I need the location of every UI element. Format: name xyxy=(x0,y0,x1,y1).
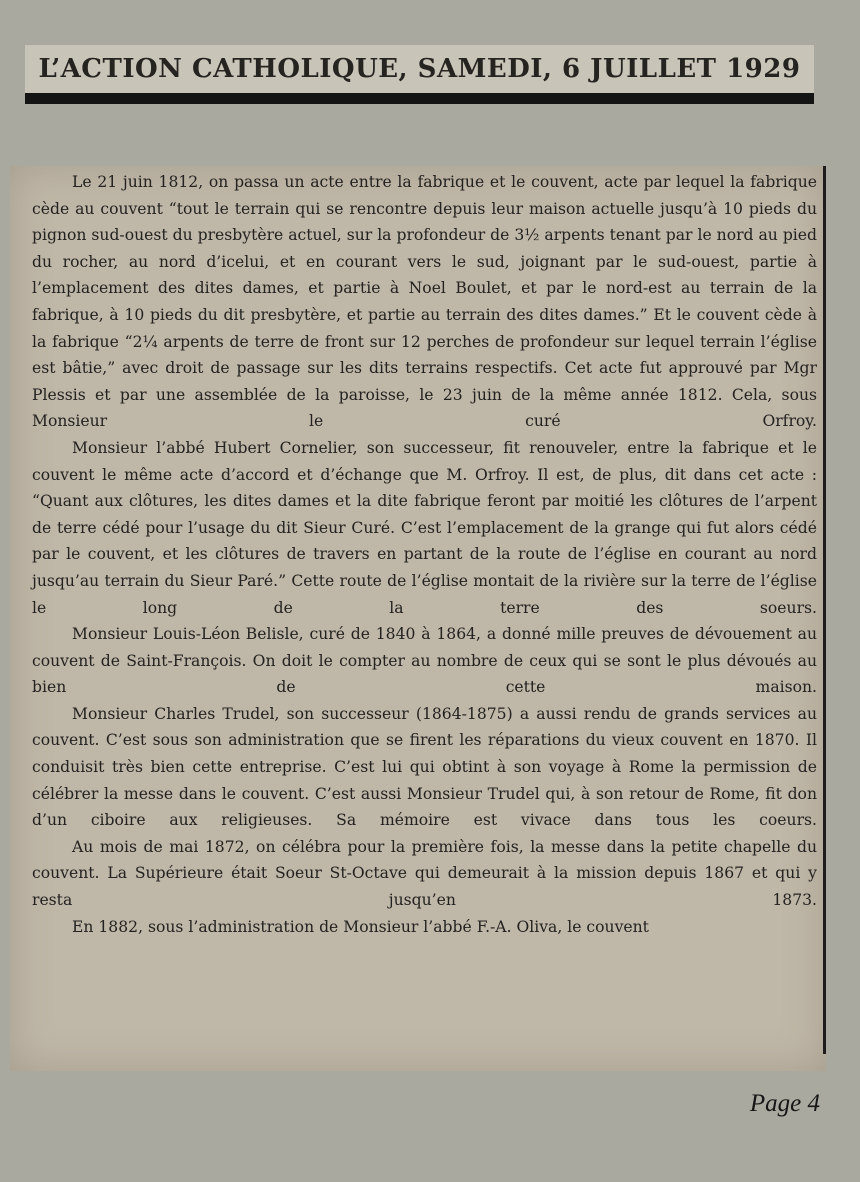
article-body xyxy=(32,169,817,940)
article-paragraph: Le 21 juin 1812, on passa un acte entre la fabrique et le couvent, acte par lequel la fabrique cède au couvent “tout le terrain qui se rencontre depuis leur maison actuelle jusqu’à 10 pieds du pignon sud-ouest du presbytère actuel, sur la profondeur de 3½ arpents tenant par le nord au pied du rocher, au nord d’icelui, et en courant vers le sud, joignant par le sud-ouest, partie à l’emplacement des dites dames, et partie à Noel Boulet, et par le nord-est au terrain de la fabrique, à 10 pieds du dit presbytère, et partie au terrain des dites dames.” Et le couvent cède à la fabrique “2¼ arpents de terre de front sur 12 perches de profondeur sur lequel terrain l’église est bâtie,” avec droit de passage sur les dits terrains respectifs. Cet acte fut approuvé par Mgr Plessis et par une assemblée de la paroisse, le 23 juin de la même année 1812. Cela, sous Monsieur le curé Orfroy. xyxy=(32,173,817,431)
article-paragraph: Monsieur Louis-Léon Belisle, curé de 1840 à 1864, a donné mille preuves de dévouement au couvent de Saint-François. On doit le compter au nombre de ceux qui se sont le plus dévoués au bien de cette maison. xyxy=(32,625,817,697)
page-number: Page 4 xyxy=(749,1090,820,1117)
article-paragraph: Monsieur Charles Trudel, son successeur (1864-1875) a aussi rendu de grands services au couvent. C’est sous son administration que se firent les réparations du vieux couvent en 1870. Il conduisit très bien cette entreprise. C’est lui qui obtint à son voyage à Rome la permission de célébrer la messe dans le couvent. C’est aussi Monsieur Trudel qui, à son retour de Rome, fit don d’un ciboire aux religieuses. Sa mémoire est vivace dans tous les coeurs. xyxy=(32,704,817,830)
masthead-title: L’ACTION CATHOLIQUE, SAMEDI, 6 JUILLET 1929 xyxy=(38,54,801,84)
column-rule xyxy=(823,166,826,1054)
newspaper-masthead xyxy=(25,45,814,93)
masthead-rule xyxy=(25,93,814,104)
article-paragraph: Au mois de mai 1872, on célébra pour la première fois, la messe dans la petite chapelle du couvent. La Supérieure était Soeur St-Octave qui demeurait à la mission depuis 1867 et qui y resta jusqu’en 1873. xyxy=(32,837,817,910)
article-paragraph: En 1882, sous l’administration de Monsieur l’abbé F.-A. Oliva, le couvent xyxy=(72,917,649,936)
article-paragraph: Monsieur l’abbé Hubert Cornelier, son successeur, fit renouveler, entre la fabrique et le couvent le même acte d’accord et d’échange que M. Orfroy. Il est, de plus, dit dans cet acte : “Quant aux clôtures, les dites dames et la dite fabrique feront par moitié les clôtures de l’arpent de terre cédé pour l’usage du dit Sieur Curé. C’est l’emplacement de la grange qui fut alors cédé par le couvent, et les clôtures de travers en partant de la route de l’église en courant au nord jusqu’au terrain du Sieur Paré.” Cette route de l’église montait de la rivière sur la terre de l’église le long de la terre des soeurs. xyxy=(32,438,817,617)
